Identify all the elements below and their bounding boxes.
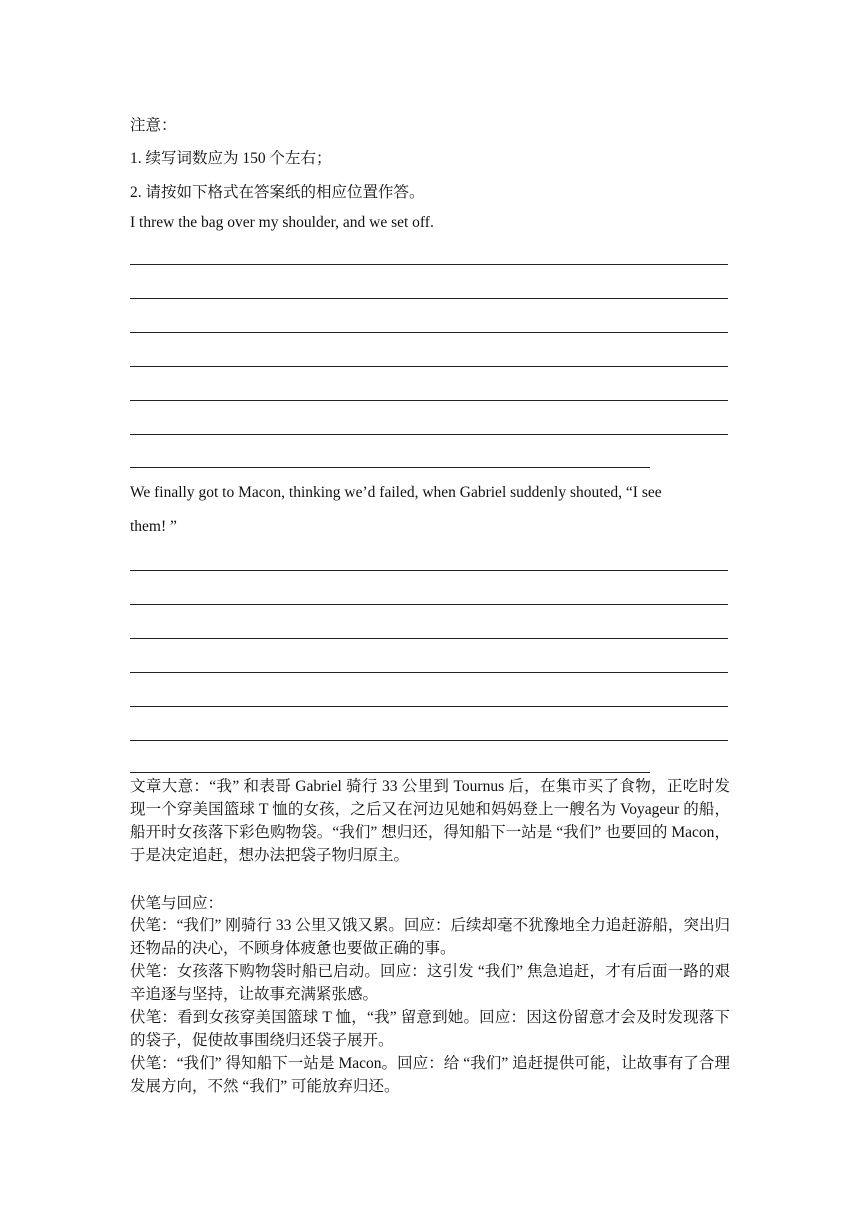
- foreshadowing-heading: 伏笔与回应：: [130, 895, 224, 912]
- writing-line: [130, 467, 650, 468]
- note-item-format: 2. 请按如下格式在答案纸的相应位置作答。: [130, 184, 425, 201]
- section2-opening-line2: them! ”: [130, 518, 177, 535]
- section2-opening-line1: We finally got to Macon, thinking we’d failed, when Gabriel suddenly shouted, “I see: [130, 484, 662, 501]
- writing-line: [130, 740, 728, 741]
- writing-line: [130, 638, 728, 639]
- writing-line: [130, 772, 650, 773]
- article-summary: 文章大意：“我” 和表哥 Gabriel 骑行 33 公里到 Tournus 后，在集市买了食物，正吃时发现一个穿美国篮球 T 恤的女孩，之后又在河边见她和妈妈登上一艘名为 Voyageur 的船，船开时女孩落下彩色购物袋。“我们” 想归还，得知船下一站是 “我们” 也要回的 Macon，于是决定追赶，想办法把袋子物归原主。: [130, 778, 730, 864]
- writing-line: [130, 332, 728, 333]
- foreshadowing-item: 伏笔：看到女孩穿美国篮球 T 恤，“我” 留意到她。回应：因这份留意才会及时发现落下的袋子，促使故事围绕归还袋子展开。: [130, 1009, 730, 1049]
- foreshadowing-item: 伏笔：“我们” 刚骑行 33 公里又饿又累。回应：后续却毫不犹豫地全力追赶游船，突出归还物品的决心，不顾身体疲惫也要做正确的事。: [130, 917, 730, 957]
- writing-line: [130, 400, 728, 401]
- section1-opening-sentence: I threw the bag over my shoulder, and we set off.: [130, 214, 434, 231]
- foreshadowing-item: 伏笔：女孩落下购物袋时船已启动。回应：这引发 “我们” 焦急追赶，才有后面一路的艰辛追逐与坚持，让故事充满紧张感。: [130, 963, 730, 1003]
- foreshadowing-list: [130, 914, 730, 1098]
- notes-heading: 注意：: [130, 117, 177, 134]
- writing-line: [130, 604, 728, 605]
- writing-line: [130, 434, 728, 435]
- writing-line: [130, 298, 728, 299]
- writing-line: [130, 366, 728, 367]
- writing-line: [130, 264, 728, 265]
- foreshadowing-item: 伏笔：“我们” 得知船下一站是 Macon。回应：给 “我们” 追赶提供可能，让故事有了合理发展方向，不然 “我们” 可能放弃归还。: [130, 1055, 730, 1095]
- writing-line: [130, 570, 728, 571]
- note-item-word-count: 1. 续写词数应为 150 个左右；: [130, 150, 332, 167]
- writing-line: [130, 706, 728, 707]
- writing-line: [130, 672, 728, 673]
